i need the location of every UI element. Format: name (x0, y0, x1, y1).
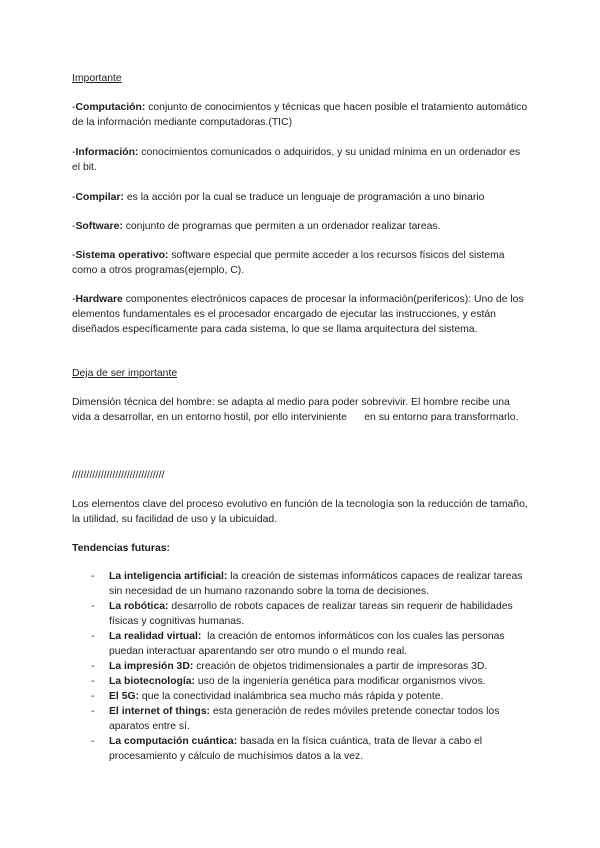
trend-term: La inteligencia artificial: (109, 571, 228, 582)
list-item (72, 704, 528, 734)
def-prefix: - (72, 294, 76, 305)
def-prefix: - (72, 192, 76, 203)
def-term: Software: (75, 221, 123, 232)
bullet-dash: - (91, 706, 95, 717)
list-item (72, 569, 528, 599)
bullet-dash: - (91, 571, 95, 582)
trend-term: El internet of things: (109, 706, 211, 717)
trend-term: La biotecnología: (109, 676, 196, 687)
subheading-deja-de-ser-importante: Deja de ser importante (72, 368, 178, 379)
definition-compilar (72, 190, 528, 205)
trend-text: basada en la física cuántica, trata de llevar a cabo el procesamiento y cálculo de muchísimos datos a la vez. (109, 736, 483, 762)
definition-sistema-operativo (72, 248, 528, 278)
trend-text: esta generación de redes móviles pretende conectar todos los aparatos entre sí. (109, 706, 500, 732)
def-term: Hardware (75, 294, 123, 305)
def-text: componentes electrónicos capaces de procesar la información(perifericos): Uno de los elementos fundamentales es el procesador encargado de ejecutar las instrucciones, y están diseñados específicamente para cada sistema, lo que se llama arquitectura del sistema. (72, 294, 524, 335)
definition-computacion (72, 100, 528, 130)
def-text: software especial que permite acceder a los recursos físicos del sistema como a otros programas(ejemplo, C). (72, 250, 505, 276)
def-term: Información: (75, 147, 139, 158)
trend-term: La impresión 3D: (109, 661, 194, 672)
separator-slashes: //////////////////////////////// (72, 470, 165, 481)
def-text: es la acción por la cual se traduce un lenguaje de programación a uno binario (123, 192, 485, 203)
bullet-dash: - (91, 631, 95, 642)
trend-text: creación de objetos tridimensionales a partir de impresoras 3D. (193, 661, 488, 672)
bullet-dash: - (91, 736, 95, 747)
def-text: conocimientos comunicados o adquiridos, y su unidad mínima en un ordenador es el bit. (72, 147, 521, 173)
paragraph-dimension-tecnica: Dimensión técnica del hombre: se adapta al medio para poder sobrevivir. El hombre recibe una vida a desarrollar, en un entorno hostil, por ello interviniente en su entorno para transformarlo. (72, 397, 519, 423)
def-term: Compilar: (75, 192, 124, 203)
def-prefix: - (72, 221, 76, 232)
list-item (72, 629, 528, 659)
bullet-dash: - (91, 691, 95, 702)
trend-text: uso de la ingeniería genética para modificar organismos vivos. (195, 676, 486, 687)
def-term: Sistema operativo: (75, 250, 169, 261)
list-item (72, 674, 528, 689)
definition-software (72, 219, 528, 234)
list-item (72, 599, 528, 629)
definition-informacion (72, 145, 528, 175)
def-prefix: - (72, 250, 76, 261)
paragraph-evolucion: Los elementos clave del proceso evolutivo en función de la tecnología son la reducción de tamaño, la utilidad, su facilidad de uso y la ubicuidad. (72, 499, 528, 525)
bullet-dash: - (91, 661, 95, 672)
definition-hardware (72, 292, 528, 337)
def-term: Computación: (75, 102, 146, 113)
trend-text: desarrollo de robots capaces de realizar tareas sin requerir de habilidades físicas y cognitivas humanas. (109, 601, 513, 627)
trend-term: La realidad virtual: (109, 631, 202, 642)
list-item (72, 659, 528, 674)
trend-text: que la conectividad inalámbrica sea mucho más rápida y potente. (139, 691, 444, 702)
trend-text: la creación de sistemas informáticos capaces de realizar tareas sin necesidad de un humano razonando sobre la toma de decisiones. (109, 571, 523, 597)
trend-text: la creación de entornos informáticos con los cuales las personas puedan interactuar aparentando ser otro mundo o el mundo real. (109, 631, 508, 657)
bullet-dash: - (91, 676, 95, 687)
list-item (72, 734, 528, 764)
def-text: conjunto de conocimientos y técnicas que hacen posible el tratamiento automático de la información mediante computadoras.(TIC) (72, 102, 528, 128)
trends-list (72, 569, 528, 764)
heading-importante: Importante (72, 73, 122, 84)
trend-term: La computación cuántica: (109, 736, 238, 747)
trend-term: El 5G: (109, 691, 140, 702)
trends-title: Tendencias futuras: (72, 543, 170, 554)
bullet-dash: - (91, 601, 95, 612)
trend-term: La robótica: (109, 601, 169, 612)
list-item (72, 689, 528, 704)
def-text: conjunto de programas que permiten a un ordenador realizar tareas. (122, 221, 441, 232)
def-prefix: - (72, 102, 76, 113)
def-prefix: - (72, 147, 76, 158)
